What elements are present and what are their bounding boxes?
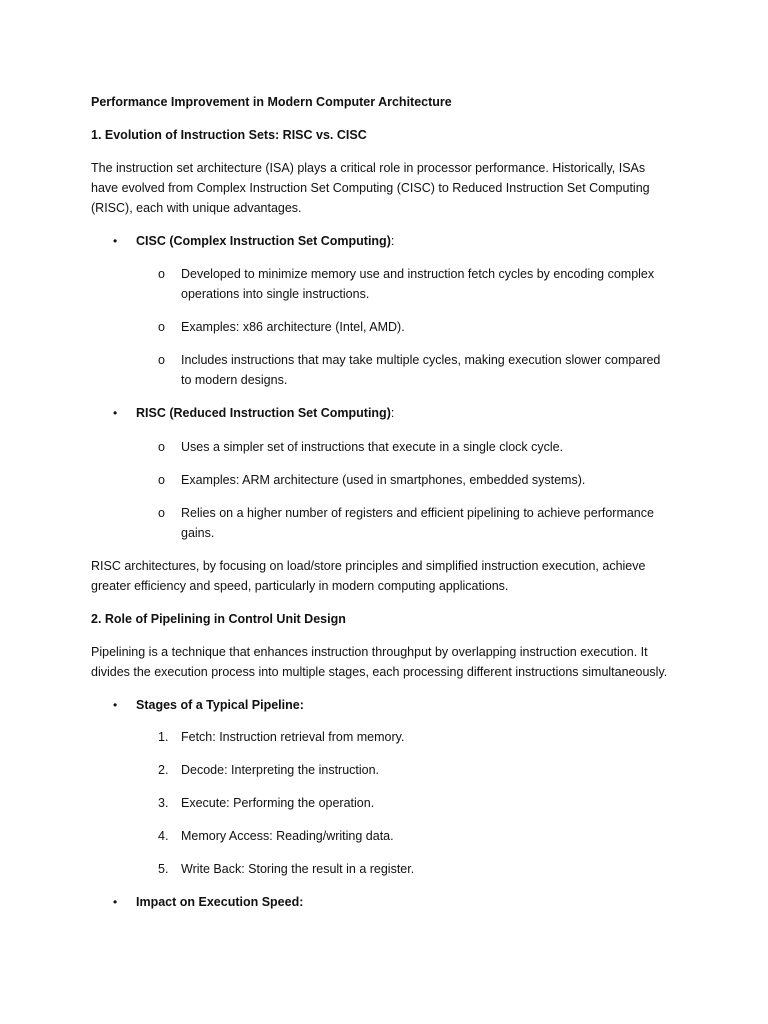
sub-item-text: Relies on a higher number of registers and efficient pipelining to achieve performance (181, 506, 654, 520)
section-1-heading: 1. Evolution of Instruction Sets: RISC vs. CISC (91, 128, 367, 142)
list-number: 1. (158, 730, 169, 744)
sub-bullet-marker: o (158, 473, 165, 487)
list-number: 5. (158, 862, 169, 876)
list-item-text: Fetch: Instruction retrieval from memory. (181, 730, 405, 744)
bullet-text (136, 233, 394, 249)
bullet-label: Stages of a Typical Pipeline: (136, 698, 304, 712)
bullet-label: RISC (Reduced Instruction Set Computing) (136, 406, 391, 420)
sub-item-text: Includes instructions that may take multiple cycles, making execution slower compared (181, 353, 661, 367)
sub-bullet-marker: o (158, 440, 165, 454)
list-item-text: Write Back: Storing the result in a register. (181, 862, 415, 876)
paragraph-line: (RISC), each with unique advantages. (91, 201, 302, 215)
bullet-label: Impact on Execution Speed: (136, 895, 304, 909)
sub-item-text: Developed to minimize memory use and instruction fetch cycles by encoding complex (181, 267, 655, 281)
paragraph-line: divides the execution process into multiple stages, each processing different instructions simultaneously. (91, 665, 668, 679)
sub-bullet-marker: o (158, 320, 165, 334)
bullet-suffix: : (390, 406, 395, 420)
list-item-text: Decode: Interpreting the instruction. (181, 763, 380, 777)
paragraph-line: have evolved from Complex Instruction Set Computing (CISC) to Reduced Instruction Set Computing (91, 181, 650, 195)
bullet-marker: • (113, 234, 118, 248)
bullet-marker: • (113, 698, 118, 712)
document-title: Performance Improvement in Modern Computer Architecture (91, 95, 452, 109)
bullet-suffix: : (390, 234, 395, 248)
bullet-label: CISC (Complex Instruction Set Computing) (136, 234, 391, 248)
sub-item-text: Examples: x86 architecture (Intel, AMD). (181, 320, 405, 334)
sub-item-text: operations into single instructions. (181, 287, 370, 301)
section-2-heading: 2. Role of Pipelining in Control Unit Design (91, 612, 346, 626)
sub-item-text: Uses a simpler set of instructions that execute in a single clock cycle. (181, 440, 564, 454)
sub-item-text: Examples: ARM architecture (used in smartphones, embedded systems). (181, 473, 586, 487)
sub-item-text: to modern designs. (181, 373, 288, 387)
paragraph-line: The instruction set architecture (ISA) plays a critical role in processor performance. Historically, ISAs (91, 161, 646, 175)
list-item-text: Memory Access: Reading/writing data. (181, 829, 394, 843)
sub-bullet-marker: o (158, 267, 165, 281)
paragraph-line: greater efficiency and speed, particularly in modern computing applications. (91, 579, 509, 593)
paragraph-line: Pipelining is a technique that enhances instruction throughput by overlapping instruction execution. It (91, 645, 648, 659)
paragraph-line: RISC architectures, by focusing on load/store principles and simplified instruction execution, achieve (91, 559, 646, 573)
list-item-text: Execute: Performing the operation. (181, 796, 375, 810)
sub-bullet-marker: o (158, 506, 165, 520)
bullet-marker: • (113, 895, 118, 909)
sub-item-text: gains. (181, 526, 215, 540)
list-number: 3. (158, 796, 169, 810)
list-number: 2. (158, 763, 169, 777)
sub-bullet-marker: o (158, 353, 165, 367)
bullet-marker: • (113, 406, 118, 420)
bullet-text (136, 405, 394, 421)
list-number: 4. (158, 829, 169, 843)
